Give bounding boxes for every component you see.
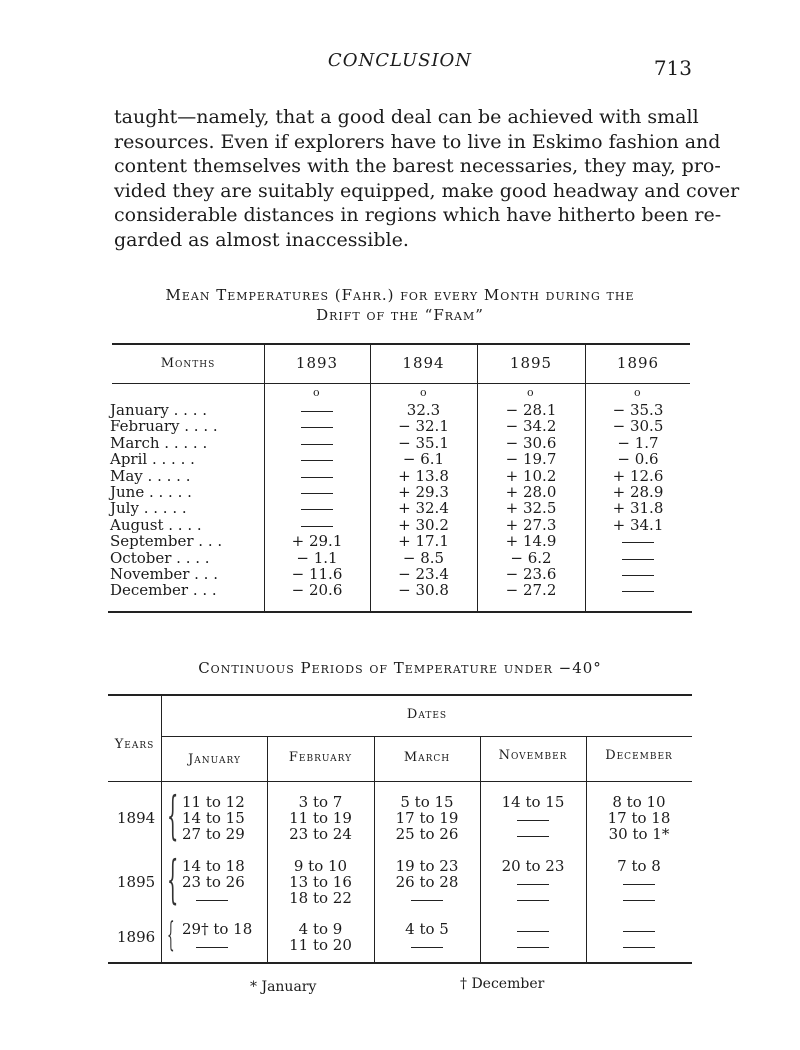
body-line: considerable distances in regions which have hitherto been re- bbox=[114, 204, 722, 226]
table2-blank-dash bbox=[586, 946, 692, 947]
table2-blank-dash bbox=[586, 883, 692, 884]
page-number: 713 bbox=[653, 56, 692, 80]
table1-value-cell: 32.3 bbox=[406, 401, 441, 419]
table2-date-range: 7 to 8 bbox=[617, 857, 661, 875]
degree-mark: o bbox=[313, 386, 320, 399]
table1-value-cell: − 20.6 bbox=[291, 581, 343, 600]
table2-date-range: 23 to 24 bbox=[289, 825, 352, 843]
table2-date-range: 14 to 15 bbox=[182, 809, 245, 827]
table1-value-cell: + 34.1 bbox=[612, 515, 664, 534]
table1-value-cell: − 30.6 bbox=[505, 433, 557, 452]
table1-month-label: June . . . . . bbox=[110, 483, 192, 501]
dash-line bbox=[196, 947, 228, 948]
table2-date-range: 9 to 10 bbox=[293, 857, 348, 875]
dash-line bbox=[517, 947, 549, 948]
dash-line bbox=[517, 900, 549, 901]
table2-date-range: 27 to 29 bbox=[182, 825, 245, 843]
table2-blank-dash bbox=[374, 899, 480, 900]
dash-line bbox=[623, 884, 655, 885]
table1-title-line1: Mean Temperatures (Fahr.) for every Month during the bbox=[165, 286, 635, 304]
table1-value-cell: − 23.6 bbox=[505, 565, 557, 583]
table2-date-range: 11 to 19 bbox=[289, 809, 352, 827]
table1-value-cell: − 23.4 bbox=[398, 565, 449, 583]
table2-date-range: 11 to 12 bbox=[182, 793, 245, 811]
table2-blank-dash bbox=[480, 819, 586, 820]
table1-header-1895: 1895 bbox=[509, 354, 553, 372]
table2-header-dates: Dates bbox=[406, 707, 448, 722]
dash-line bbox=[411, 900, 443, 901]
table2-column-divider bbox=[480, 736, 481, 962]
dash-line bbox=[623, 947, 655, 948]
table2-year: 1896 bbox=[117, 928, 156, 946]
table1-value-cell: − 19.7 bbox=[505, 450, 557, 469]
table1-month-label: March . . . . . bbox=[110, 433, 208, 452]
table1-value-cell: + 32.4 bbox=[398, 499, 449, 518]
table1-value-cell: + 30.2 bbox=[398, 515, 449, 534]
table2-blank-dash bbox=[480, 883, 586, 884]
table2-year: 1895 bbox=[117, 873, 156, 891]
table2-date-range: 26 to 28 bbox=[395, 873, 459, 891]
footnote-dagger: † December bbox=[460, 976, 545, 992]
table2-header-rule bbox=[108, 781, 692, 782]
table2-date-range: 4 to 9 bbox=[298, 920, 343, 938]
table1-value-cell: − 32.1 bbox=[398, 417, 449, 436]
table2-blank-dash bbox=[480, 835, 586, 836]
table1-value-cell: − 0.6 bbox=[617, 450, 659, 469]
table1-header-1894: 1894 bbox=[402, 354, 445, 372]
table2-date-range: 4 to 5 bbox=[405, 920, 449, 938]
table1-month-label: January . . . . bbox=[110, 401, 208, 419]
table2-title: Continuous Periods of Temperature under −40° bbox=[198, 659, 602, 677]
degree-mark: o bbox=[420, 386, 427, 399]
table2-header-november: November bbox=[498, 748, 568, 763]
degree-mark: o bbox=[527, 386, 534, 399]
dash-line bbox=[517, 884, 549, 885]
table1-value-cell: + 10.2 bbox=[505, 466, 557, 485]
footnote-star: * January bbox=[250, 979, 317, 995]
table1-value-cell: − 8.5 bbox=[402, 548, 445, 567]
table2-date-range: 23 to 26 bbox=[182, 873, 245, 891]
table1-value-cell: + 13.8 bbox=[398, 466, 449, 485]
table1-value-cell: + 32.5 bbox=[505, 499, 557, 518]
table2-top-rule bbox=[108, 694, 692, 696]
table2-blank-dash bbox=[182, 946, 242, 947]
table2-header-february: February bbox=[288, 750, 353, 765]
body-line: content themselves with the barest necessaries, they may, pro- bbox=[114, 155, 721, 177]
dash-line bbox=[623, 900, 655, 901]
table2-date-range: 14 to 15 bbox=[501, 793, 565, 811]
table1-value-cell: + 28.0 bbox=[505, 483, 557, 501]
table1-value-cell: + 27.3 bbox=[505, 515, 557, 534]
table2-date-range: 11 to 20 bbox=[289, 936, 352, 954]
table2-blank-dash bbox=[480, 899, 586, 900]
table2-date-range: 14 to 18 bbox=[182, 857, 245, 875]
table2-header-december: December bbox=[605, 748, 673, 763]
table1-month-label: September . . . bbox=[110, 532, 223, 551]
table1-header-1893: 1893 bbox=[295, 354, 339, 372]
table2-date-range: 30 to 1* bbox=[608, 825, 670, 843]
table2-date-range: 8 to 10 bbox=[612, 793, 666, 811]
table1-value-cell: + 29.1 bbox=[291, 532, 343, 551]
table2-blank-dash bbox=[586, 930, 692, 931]
table2-blank-dash bbox=[374, 946, 480, 947]
table2-date-range: 29† to 18 bbox=[182, 920, 253, 938]
table2-date-range: 3 to 7 bbox=[298, 793, 343, 811]
table1-title-line2: Drift of the “Fram” bbox=[316, 306, 484, 324]
table1-month-label: February . . . . bbox=[110, 417, 218, 436]
table2-blank-dash bbox=[182, 899, 242, 900]
dash-line bbox=[623, 931, 655, 932]
dash-line bbox=[517, 931, 549, 932]
brace-icon: { bbox=[167, 915, 175, 955]
dash-line bbox=[517, 836, 549, 837]
body-line: taught—namely, that a good deal can be achieved with small bbox=[114, 106, 699, 128]
table1-header-1896: 1896 bbox=[616, 354, 660, 372]
body-line: garded as almost inaccessible. bbox=[114, 228, 409, 251]
table1-value-cell: + 17.1 bbox=[398, 532, 449, 551]
dash-line bbox=[411, 947, 443, 948]
table2-date-range: 17 to 19 bbox=[395, 809, 459, 827]
table1-value-cell: − 35.3 bbox=[612, 401, 664, 419]
table1-month-label: April . . . . . bbox=[110, 450, 195, 469]
table1-value-cell: + 29.3 bbox=[398, 483, 449, 501]
table1-value-cell: − 6.2 bbox=[510, 548, 552, 567]
dash-line bbox=[196, 900, 228, 901]
dash-line bbox=[517, 820, 549, 821]
table2-date-range: 18 to 22 bbox=[289, 889, 352, 907]
running-head: CONCLUSION bbox=[327, 50, 473, 71]
table1-value-cell: − 27.2 bbox=[505, 581, 557, 600]
table2-column-divider bbox=[586, 736, 587, 962]
table1-value-cell: − 35.1 bbox=[398, 433, 449, 452]
table1-value-cell: − 30.8 bbox=[398, 581, 449, 600]
table2-date-range: 13 to 16 bbox=[289, 873, 352, 891]
table2-date-range: 17 to 18 bbox=[607, 809, 671, 827]
table1-value-cell: − 34.2 bbox=[505, 417, 557, 436]
table1-month-label: December . . . bbox=[110, 581, 217, 600]
table1-month-label: July . . . . . bbox=[110, 499, 187, 518]
table2-blank-dash bbox=[586, 899, 692, 900]
table2-date-range: 20 to 23 bbox=[501, 857, 565, 875]
table2-blank-dash bbox=[480, 946, 586, 947]
table1-value-cell: − 1.7 bbox=[617, 433, 659, 452]
table1-value-cell: + 14.9 bbox=[505, 532, 557, 551]
table1-value-cell: + 12.6 bbox=[612, 466, 664, 485]
table2-year: 1894 bbox=[117, 809, 156, 827]
table2-blank-dash bbox=[480, 930, 586, 931]
table1-value-cell: − 30.5 bbox=[612, 417, 664, 436]
table2-date-range: 25 to 26 bbox=[395, 825, 459, 843]
table1-value-cell: − 1.1 bbox=[296, 548, 338, 567]
table1-header-months: Months bbox=[160, 356, 216, 371]
table1-value-cell: − 11.6 bbox=[291, 565, 343, 583]
table2-header-years: Years bbox=[114, 737, 155, 752]
table1-value-cell: − 28.1 bbox=[505, 401, 557, 419]
brace-icon: { bbox=[167, 851, 179, 910]
table2-date-range: 5 to 15 bbox=[400, 793, 454, 811]
table2-header-march: March bbox=[403, 750, 451, 765]
table2-column-divider bbox=[161, 694, 162, 962]
table1-value-cell: − 6.1 bbox=[402, 450, 445, 469]
table2-header-january: January bbox=[188, 752, 241, 767]
table1-value-cell: + 28.9 bbox=[612, 483, 664, 501]
table2-dates-rule bbox=[162, 736, 692, 737]
table1-month-label: November . . . bbox=[110, 565, 218, 583]
table1-month-label: May . . . . . bbox=[110, 466, 191, 485]
body-line: vided they are suitably equipped, make good headway and cover bbox=[114, 179, 740, 202]
table2-date-range: 19 to 23 bbox=[395, 857, 459, 875]
table2-bottom-rule bbox=[108, 962, 692, 964]
table1-month-label: August . . . . bbox=[110, 515, 202, 534]
body-line: resources. Even if explorers have to live in Eskimo fashion and bbox=[114, 130, 721, 153]
brace-icon: { bbox=[167, 787, 179, 846]
degree-mark: o bbox=[634, 386, 641, 399]
table1-month-label: October . . . . bbox=[110, 548, 210, 567]
table1-value-cell: + 31.8 bbox=[612, 499, 664, 518]
